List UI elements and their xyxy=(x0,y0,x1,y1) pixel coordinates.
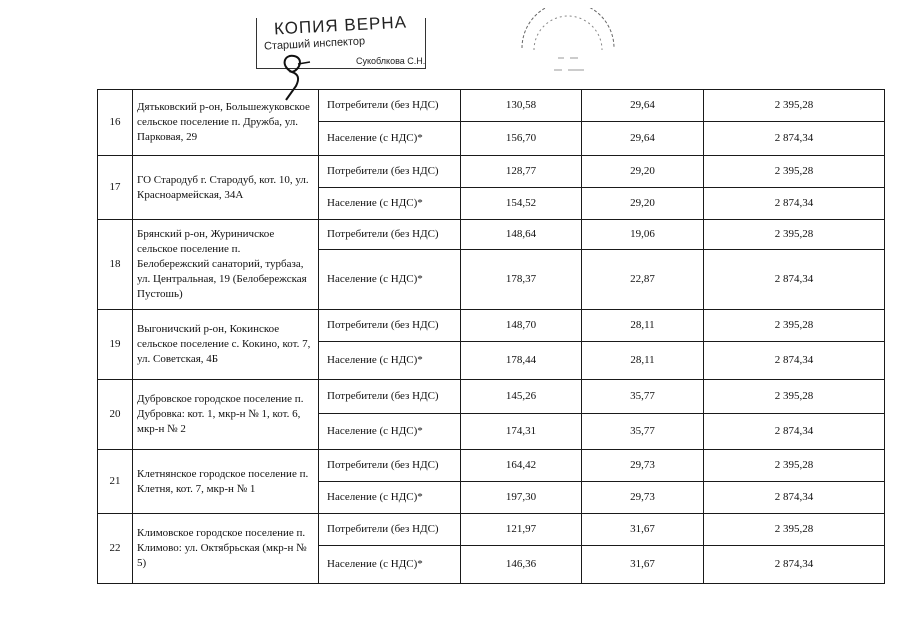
tariff-value-cell: 154,52 xyxy=(461,188,582,220)
tariff-value-cell: 148,64 xyxy=(461,220,582,250)
location-cell: Дятьковский р-он, Большежуковское сельское поселение п. Дружба, ул. Парковая, 29 xyxy=(133,90,319,156)
location-cell: ГО Стародуб г. Стародуб, кот. 10, ул. Красноармейская, 34А xyxy=(133,156,319,220)
component-value-cell: 28,11 xyxy=(582,310,704,342)
tariff-value-cell: 178,37 xyxy=(461,250,582,310)
category-cell: Население (с НДС)* xyxy=(319,250,461,310)
row-number: 22 xyxy=(98,514,133,584)
tariff-value-cell: 164,42 xyxy=(461,450,582,482)
component-value-cell: 19,06 xyxy=(582,220,704,250)
tariff-value-cell: 130,58 xyxy=(461,90,582,122)
component-value-cell: 29,64 xyxy=(582,90,704,122)
stamp-name: Сукоблкова С.Н. xyxy=(356,56,426,66)
table-row xyxy=(98,310,885,342)
category-cell: Население (с НДС)* xyxy=(319,122,461,156)
heat-value-cell: 2 395,28 xyxy=(704,380,885,414)
tariff-value-cell: 197,30 xyxy=(461,482,582,514)
row-number: 16 xyxy=(98,90,133,156)
component-value-cell: 22,87 xyxy=(582,250,704,310)
location-cell: Дубровское городское поселение п. Дубровка: кот. 1, мкр-н № 1, кот. 6, мкр-н № 2 xyxy=(133,380,319,450)
category-cell: Потребители (без НДС) xyxy=(319,310,461,342)
component-value-cell: 28,11 xyxy=(582,342,704,380)
row-number: 20 xyxy=(98,380,133,450)
tariff-value-cell: 156,70 xyxy=(461,122,582,156)
table-row xyxy=(98,514,885,546)
table-row xyxy=(98,450,885,482)
tariff-table-body xyxy=(98,90,885,584)
stamp-title: КОПИЯ ВЕРНА xyxy=(273,12,408,39)
component-value-cell: 29,73 xyxy=(582,482,704,514)
component-value-cell: 29,73 xyxy=(582,450,704,482)
category-cell: Население (с НДС)* xyxy=(319,188,461,220)
component-value-cell: 31,67 xyxy=(582,514,704,546)
category-cell: Население (с НДС)* xyxy=(319,482,461,514)
table-row xyxy=(98,220,885,250)
row-number: 17 xyxy=(98,156,133,220)
heat-value-cell: 2 874,34 xyxy=(704,342,885,380)
row-number: 18 xyxy=(98,220,133,310)
heat-value-cell: 2 874,34 xyxy=(704,250,885,310)
row-number: 21 xyxy=(98,450,133,514)
location-cell: Брянский р-он, Журиничское сельское поселение п. Белобережский санаторий, турбаза, ул. Центральная, 19 (Белобережская Пустошь) xyxy=(133,220,319,310)
heat-value-cell: 2 395,28 xyxy=(704,450,885,482)
component-value-cell: 29,20 xyxy=(582,188,704,220)
tariff-value-cell: 146,36 xyxy=(461,546,582,584)
category-cell: Потребители (без НДС) xyxy=(319,220,461,250)
component-value-cell: 29,20 xyxy=(582,156,704,188)
table-row xyxy=(98,380,885,414)
heat-value-cell: 2 395,28 xyxy=(704,220,885,250)
heat-value-cell: 2 395,28 xyxy=(704,514,885,546)
table-row xyxy=(98,90,885,122)
tariff-value-cell: 174,31 xyxy=(461,414,582,450)
component-value-cell: 29,64 xyxy=(582,122,704,156)
category-cell: Население (с НДС)* xyxy=(319,546,461,584)
location-cell: Выгоничский р-он, Кокинское сельское поселение с. Кокино, кот. 7, ул. Советская, 4Б xyxy=(133,310,319,380)
heat-value-cell: 2 874,34 xyxy=(704,482,885,514)
component-value-cell: 31,67 xyxy=(582,546,704,584)
category-cell: Население (с НДС)* xyxy=(319,414,461,450)
category-cell: Население (с НДС)* xyxy=(319,342,461,380)
component-value-cell: 35,77 xyxy=(582,380,704,414)
category-cell: Потребители (без НДС) xyxy=(319,156,461,188)
location-cell: Климовское городское поселение п. Климово: ул. Октябрьская (мкр-н № 5) xyxy=(133,514,319,584)
heat-value-cell: 2 395,28 xyxy=(704,156,885,188)
heat-value-cell: 2 874,34 xyxy=(704,414,885,450)
heat-value-cell: 2 874,34 xyxy=(704,122,885,156)
location-cell: Клетнянское городское поселение п. Клетня, кот. 7, мкр-н № 1 xyxy=(133,450,319,514)
stamp-position: Старший инспектор xyxy=(263,35,366,53)
category-cell: Потребители (без НДС) xyxy=(319,90,461,122)
table-row xyxy=(98,156,885,188)
tariff-value-cell: 178,44 xyxy=(461,342,582,380)
heat-value-cell: 2 874,34 xyxy=(704,546,885,584)
component-value-cell: 35,77 xyxy=(582,414,704,450)
category-cell: Потребители (без НДС) xyxy=(319,514,461,546)
row-number: 19 xyxy=(98,310,133,380)
category-cell: Потребители (без НДС) xyxy=(319,380,461,414)
heat-value-cell: 2 395,28 xyxy=(704,90,885,122)
tariff-table xyxy=(97,89,885,584)
category-cell: Потребители (без НДС) xyxy=(319,450,461,482)
tariff-value-cell: 148,70 xyxy=(461,310,582,342)
tariff-value-cell: 121,97 xyxy=(461,514,582,546)
round-seal xyxy=(518,8,618,88)
heat-value-cell: 2 874,34 xyxy=(704,188,885,220)
tariff-value-cell: 128,77 xyxy=(461,156,582,188)
tariff-value-cell: 145,26 xyxy=(461,380,582,414)
heat-value-cell: 2 395,28 xyxy=(704,310,885,342)
